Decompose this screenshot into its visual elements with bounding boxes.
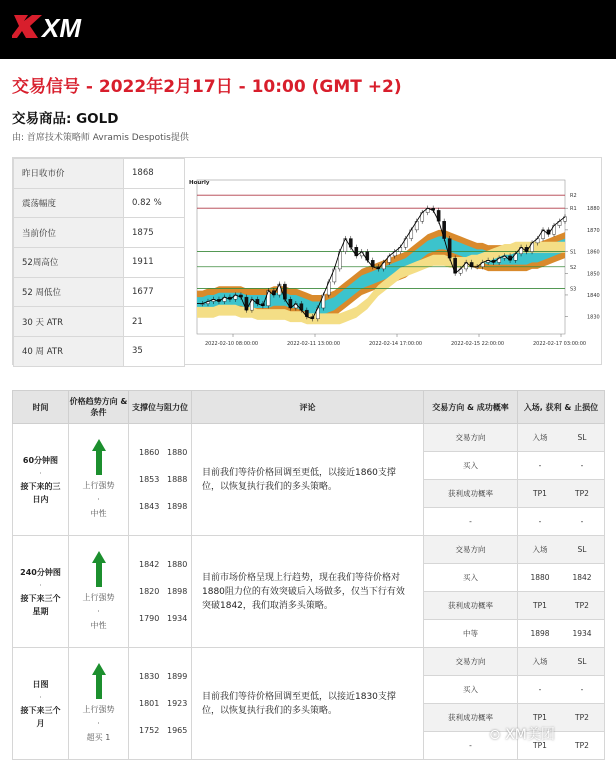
stat-value: 1911	[124, 248, 185, 278]
level-label: S2	[570, 264, 577, 271]
stat-label: 当前价位	[14, 218, 124, 248]
timeframe-cell: 日图 · 接下来三个 月	[13, 648, 69, 760]
signals-table	[12, 390, 605, 760]
x-tick-label: 2022-02-10 08:00:00	[205, 341, 259, 347]
stat-label: 30 天 ATR	[14, 307, 124, 337]
direction-value: 买入	[424, 676, 518, 704]
tp-labels	[518, 480, 605, 508]
support-level: 1820	[139, 587, 160, 596]
stat-row	[14, 248, 185, 278]
stat-row	[14, 218, 185, 248]
tp2-label: TP2	[575, 601, 589, 610]
sl-value: 1842	[572, 573, 592, 582]
timeframe-horizon-end: 月	[36, 718, 45, 728]
level-label: R2	[570, 193, 577, 200]
column-header: 评论	[192, 391, 424, 424]
tp-values	[518, 620, 605, 648]
tp2-value: TP2	[575, 741, 589, 750]
direction-label: 交易方向	[424, 424, 518, 452]
support-level: 1843	[139, 502, 160, 511]
trend-label: 上行强势	[82, 480, 115, 490]
chart-title: Hourly	[189, 180, 210, 186]
level-pair	[139, 551, 191, 578]
resistance-level: 1934	[167, 614, 188, 623]
y-tick-label: 1840	[587, 292, 600, 299]
levels-cell	[129, 424, 192, 536]
tp1-value: TP1	[533, 741, 547, 750]
entry-sl-labels	[518, 648, 605, 676]
entry-label: 入场	[532, 657, 548, 666]
stat-row	[14, 188, 185, 218]
probability-label: 获利成功概率	[424, 592, 518, 620]
x-tick-label: 2022-02-14 17:00:00	[369, 341, 423, 347]
tp2-label: TP2	[575, 489, 589, 498]
tp1-label: TP1	[533, 601, 547, 610]
direction-value: 买入	[424, 564, 518, 592]
level-pair	[139, 493, 191, 520]
timeframe-cell: 240分钟图 · 接下来三个 星期	[13, 536, 69, 648]
tp-labels	[518, 592, 605, 620]
direction-label: 交易方向	[424, 536, 518, 564]
y-tick-label: 1830	[587, 314, 600, 321]
entry-value: -	[538, 685, 542, 694]
entry-sl-values	[518, 452, 605, 480]
trend-label: 上行强势	[82, 592, 115, 602]
level-pair	[139, 439, 191, 466]
sl-label: SL	[577, 657, 587, 666]
up-arrow-icon	[92, 663, 106, 699]
timeframe-horizon-end: 星期	[32, 606, 49, 616]
support-level: 1860	[139, 448, 160, 457]
comment-cell: 目前我们等待价格回调至更低，以接近1830支撑位，以恢复执行我们的多头策略。	[192, 648, 424, 760]
stat-value: 0.82 %	[124, 188, 185, 218]
timeframe-horizon-end: 日内	[32, 494, 49, 504]
levels-cell	[129, 536, 192, 648]
entry-sl-values	[518, 676, 605, 704]
timeframe-label: 60分钟图	[22, 455, 59, 465]
support-level: 1752	[139, 726, 160, 735]
stat-value: 35	[124, 337, 185, 367]
level-label: S1	[570, 249, 577, 256]
levels-cell	[129, 648, 192, 760]
resistance-level: 1880	[167, 560, 188, 569]
column-header: 支撑位与阻力位	[129, 391, 192, 424]
tp1-label: TP1	[533, 489, 547, 498]
level-label: R1	[570, 206, 577, 213]
resistance-level: 1923	[167, 699, 188, 708]
stat-row	[14, 337, 185, 367]
trend-cell: 上行强势 · 超买 1	[69, 648, 129, 760]
condition-label: 超买 1	[86, 732, 111, 742]
direction-label: 交易方向	[424, 648, 518, 676]
product-label: 交易商品: GOLD	[12, 111, 119, 127]
tp2-value: 1934	[572, 629, 592, 638]
level-pair	[139, 578, 191, 605]
level-pair	[139, 663, 191, 690]
entry-label: 入场	[532, 433, 548, 442]
level-pair	[139, 690, 191, 717]
trend-label: 上行强势	[82, 704, 115, 714]
level-pair	[139, 466, 191, 493]
page-title: 交易信号 - 2022年2月17日 - 10:00 (GMT +2)	[12, 77, 402, 97]
support-level: 1842	[139, 560, 160, 569]
timeframe-cell: 60分钟图 · 接下来的三 日内	[13, 424, 69, 536]
level-pair	[139, 717, 191, 744]
stat-row	[14, 159, 185, 189]
trend-cell: 上行强势 · 中性	[69, 536, 129, 648]
tp1-label: TP1	[533, 713, 547, 722]
probability-value: -	[424, 508, 518, 536]
resistance-level: 1899	[167, 672, 188, 681]
signal-row	[13, 536, 605, 564]
tp1-value: -	[538, 517, 542, 526]
trend-cell: 上行强势 · 中性	[69, 424, 129, 536]
resistance-level: 1898	[167, 502, 188, 511]
resistance-level: 1888	[167, 475, 188, 484]
y-tick-label: 1870	[587, 227, 600, 234]
y-tick-label: 1880	[587, 206, 600, 213]
timeframe-label: 日图	[32, 679, 49, 689]
support-level: 1801	[139, 699, 160, 708]
market-info-panel	[12, 157, 602, 365]
timeframe-horizon: 接下来三个	[20, 593, 61, 603]
condition-label: 中性	[90, 620, 107, 630]
resistance-level: 1965	[167, 726, 188, 735]
signal-row	[13, 424, 605, 452]
stat-row	[14, 277, 185, 307]
watermark: ⊙ XM美团	[489, 727, 555, 743]
column-header: 交易方向 & 成功概率	[424, 391, 518, 424]
entry-sl-labels	[518, 536, 605, 564]
top-bar	[0, 0, 616, 59]
column-header: 入场, 获利 & 止损位	[518, 391, 605, 424]
level-pair	[139, 605, 191, 632]
xm-logo[interactable]	[12, 11, 107, 41]
svg-text:XM: XM	[42, 13, 81, 41]
x-tick-label: 2022-02-17 03:00:00	[533, 341, 587, 347]
condition-label: 中性	[90, 508, 107, 518]
entry-value: 1880	[530, 573, 550, 582]
stat-label: 40 周 ATR	[14, 337, 124, 367]
probability-value: -	[424, 732, 518, 760]
timeframe-horizon: 接下来的三	[20, 481, 61, 491]
stat-value: 1868	[124, 159, 185, 189]
comment-cell: 目前市场价格呈现上行趋势，现在我们等待价格对1880阻力位的有效突破后入场做多，仅当下行有效突破1842，我们取消多头策略。	[192, 536, 424, 648]
stats-table	[13, 158, 185, 367]
up-arrow-icon	[92, 551, 106, 587]
tp2-label: TP2	[575, 713, 589, 722]
probability-label: 获利成功概率	[424, 704, 518, 732]
hourly-chart	[185, 158, 601, 364]
stat-label: 震荡幅度	[14, 188, 124, 218]
up-arrow-icon	[92, 439, 106, 475]
timeframe-horizon: 接下来三个	[20, 705, 61, 715]
tp2-value: -	[580, 517, 584, 526]
byline: 由: 首席技术策略师 Avramis Despotis提供	[12, 133, 189, 143]
direction-value: 买入	[424, 452, 518, 480]
sl-value: -	[580, 461, 584, 470]
stat-value: 1875	[124, 218, 185, 248]
column-header: 价格趋势方向 & 条件	[69, 391, 129, 424]
stat-value: 1677	[124, 277, 185, 307]
probability-label: 获利成功概率	[424, 480, 518, 508]
support-level: 1790	[139, 614, 160, 623]
sl-value: -	[580, 685, 584, 694]
resistance-level: 1880	[167, 448, 188, 457]
entry-value: -	[538, 461, 542, 470]
x-tick-label: 2022-02-15 22:00:00	[451, 341, 505, 347]
resistance-level: 1898	[167, 587, 188, 596]
entry-label: 入场	[532, 545, 548, 554]
weibo-icon: ⊙	[489, 727, 501, 743]
entry-sl-values	[518, 564, 605, 592]
stat-value: 21	[124, 307, 185, 337]
column-header: 时间	[13, 391, 69, 424]
tp1-value: 1898	[530, 629, 550, 638]
signal-row	[13, 648, 605, 676]
x-tick-label: 2022-02-11 13:00:00	[287, 341, 341, 347]
sl-label: SL	[577, 545, 587, 554]
sl-label: SL	[577, 433, 587, 442]
tp-values	[518, 508, 605, 536]
comment-cell: 目前我们等待价格回调至更低，以接近1860支撑位，以恢复执行我们的多头策略。	[192, 424, 424, 536]
probability-value: 中等	[424, 620, 518, 648]
y-tick-label: 1860	[587, 249, 600, 256]
entry-sl-labels	[518, 424, 605, 452]
level-label: S3	[570, 286, 577, 293]
stat-label: 52周高位	[14, 248, 124, 278]
stat-label: 昨日收市价	[14, 159, 124, 189]
timeframe-label: 240分钟图	[20, 567, 61, 577]
support-level: 1830	[139, 672, 160, 681]
stat-row	[14, 307, 185, 337]
support-level: 1853	[139, 475, 160, 484]
y-tick-label: 1850	[587, 271, 600, 278]
stat-label: 52 周低位	[14, 277, 124, 307]
